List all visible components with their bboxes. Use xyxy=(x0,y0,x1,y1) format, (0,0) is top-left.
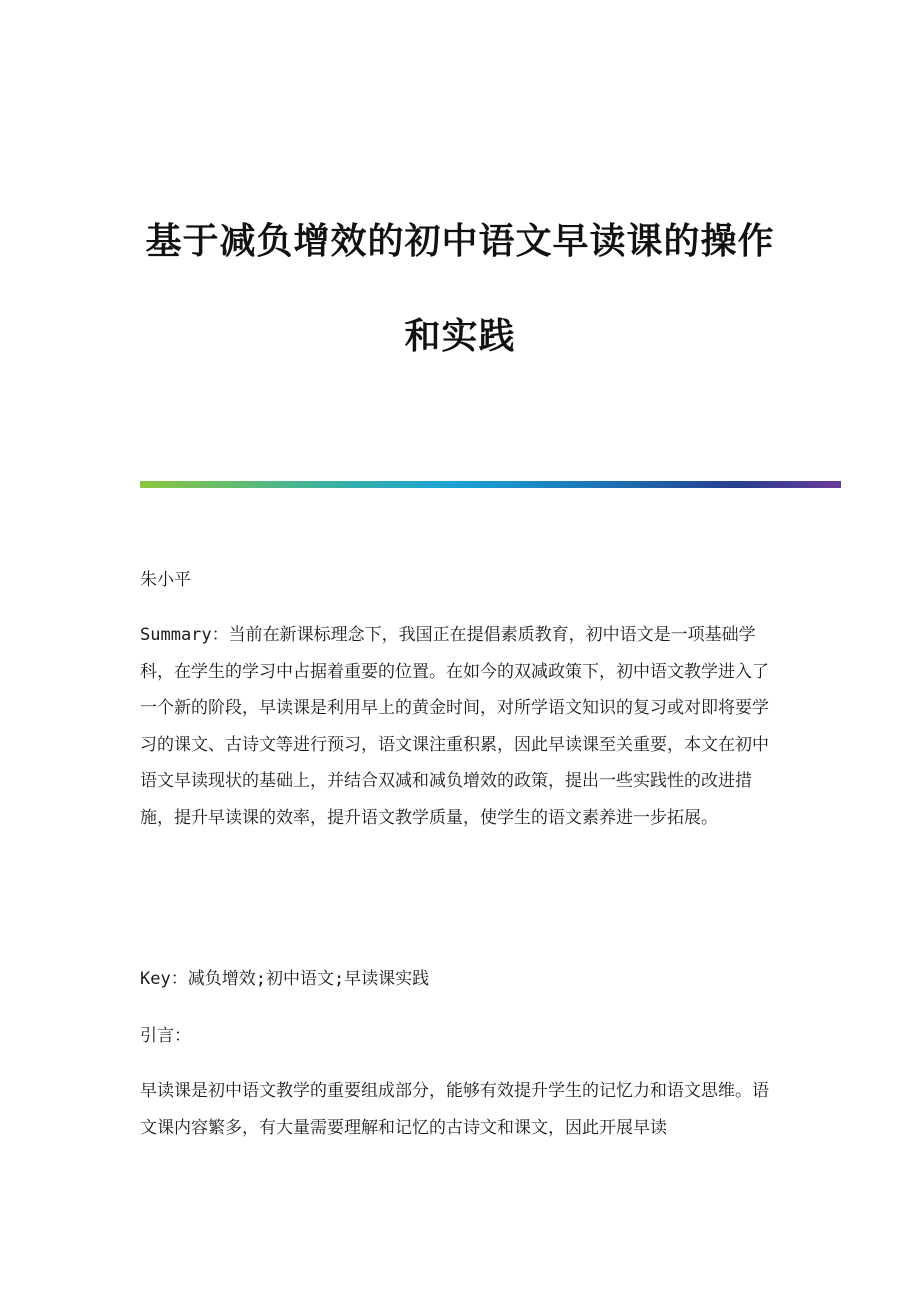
summary-paragraph: Summary：当前在新课标理念下，我国正在提倡素质教育，初中语文是一项基础学科，在学生的学习中占据着重要的位置。在如今的双减政策下，初中语文教学进入了一个新的阶段，早读课是利用早上的黄金时间，对所学语文知识的复习或对即将要学习的课文、古诗文等进行预习，语文课注重积累，因此早读课至关重要，本文在初中语文早读现状的基础上，并结合双减和减负增效的政策，提出一些实践性的改进措施，提升早读课的效率，提升语文教学质量，使学生的语文素养进一步拓展。 xyxy=(140,625,769,828)
intro-paragraph: 早读课是初中语文教学的重要组成部分，能够有效提升学生的记忆力和语文思维。语文课内容繁多，有大量需要理解和记忆的古诗文和课文，因此开展早读 xyxy=(140,1081,769,1138)
gradient-divider xyxy=(140,481,841,488)
keywords-line: Key：减负增效;初中语文;早读课实践 xyxy=(140,969,430,989)
intro-heading: 引言： xyxy=(140,1026,191,1046)
document-title-line-1: 基于减负增效的初中语文早读课的操作 xyxy=(145,220,775,262)
document-title-line-2: 和实践 xyxy=(404,315,516,357)
author-name: 朱小平 xyxy=(140,570,191,590)
